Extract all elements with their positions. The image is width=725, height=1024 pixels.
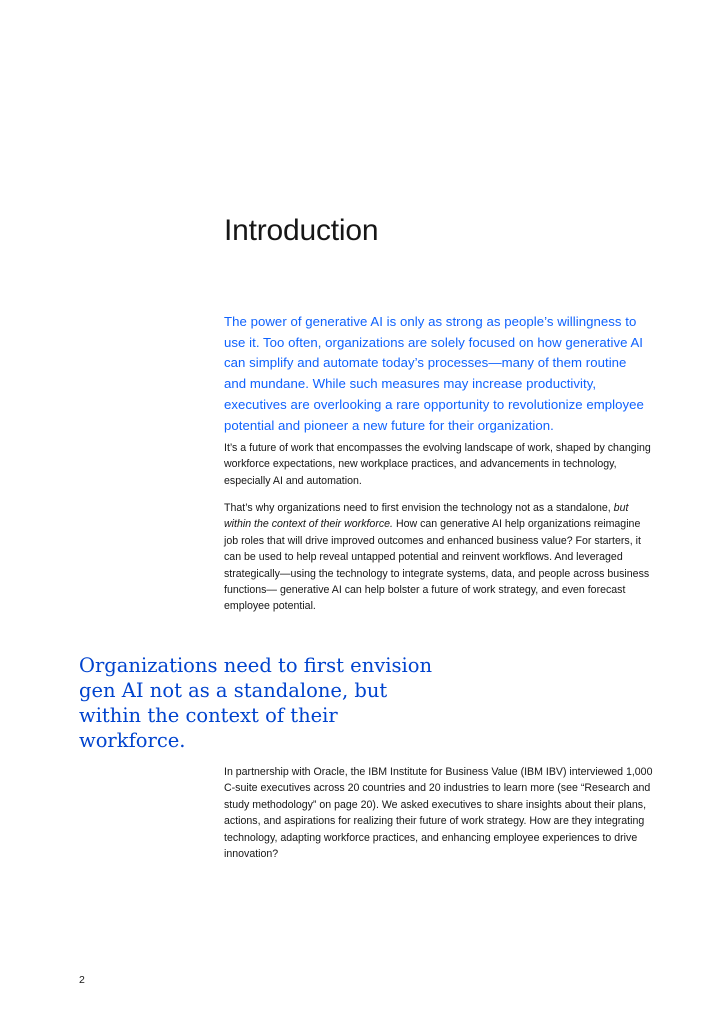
paragraph-2-emphasis: but within the context of their workforce. xyxy=(224,502,629,531)
pull-quote: Organizations need to first envision gen AI not as a standalone, but within the context of their workforce. xyxy=(79,654,433,752)
lead-paragraph: The power of generative AI is only as strong as people’s willingness to use it. Too often, organizations are solely focused on how generative AI can simplify and automate today’s processes—many of them routine and mundane. While such measures may increase productivity, executives are overlooking a rare opportunity to revolutionize employee potential and pioneer a new future for their organization. xyxy=(224,314,644,433)
paragraph-2-text-end: How can generative AI help organizations reimagine job roles that will drive improved outcomes and enhanced business value? For starters, it can be used to help reveal untapped potential and reinvent workflows. And leveraged strategically—using the technology to integrate systems, data, and people across business functions— generative AI can help bolster a future of work strategy, and even forecast employee potential. xyxy=(224,518,650,613)
body-paragraph-1: It’s a future of work that encompasses the evolving landscape of work, shaped by changing workforce expectations, new workplace practices, and advancements in technology, especially AI and automation. xyxy=(224,442,651,487)
body-paragraph-3: In partnership with Oracle, the IBM Institute for Business Value (IBM IBV) interviewed 1,000 C-suite executives across 20 countries and 20 industries to learn more (see “Research and study methodology” on page 20). We asked executives to share insights about their plans, actions, and aspirations for realizing their future of work strategy. How are they integrating technology, adapting workforce practices, and enhancing employee experiences to drive innovation? xyxy=(224,766,653,861)
page-number: 2 xyxy=(79,974,85,986)
paragraph-2-text-start: That’s why organizations need to first envision the technology not as a standalone, xyxy=(224,502,614,514)
page-title: Introduction xyxy=(224,214,379,247)
body-paragraph-2 xyxy=(224,500,656,615)
